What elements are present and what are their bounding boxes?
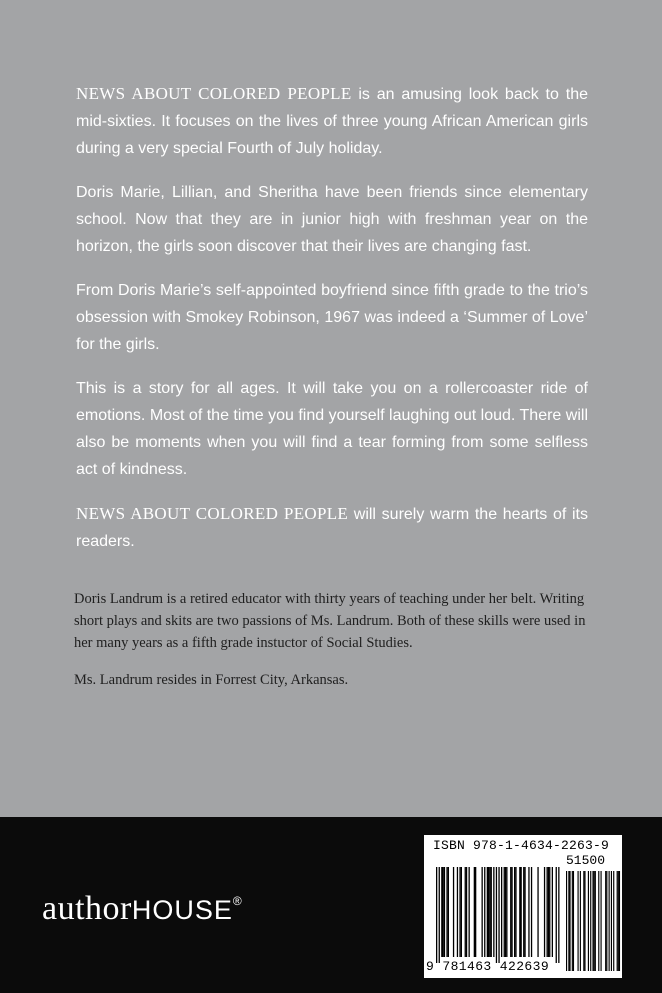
barcode-bar: [524, 867, 525, 957]
barcode-bar: [444, 867, 445, 957]
blurb-paragraph-2: Doris Marie, Lillian, and Sheritha have been friends since elementary school. Now that they are in junior high with freshman year on the horizon, the girls soon discover that their lives are changing fast.: [76, 184, 588, 255]
addon-bar: [578, 871, 579, 971]
addon-bar: [584, 871, 585, 971]
logo-text-lower: author: [42, 890, 132, 927]
barcode-bar: [474, 867, 475, 957]
barcode-bar: [484, 867, 485, 957]
isbn-label: ISBN 978-1-4634-2263-9: [433, 838, 610, 853]
addon-bar: [568, 871, 569, 971]
barcode-bar: [549, 867, 550, 957]
addon-bar: [605, 871, 606, 971]
book-blurb: [76, 80, 588, 572]
barcode-bar: [439, 867, 440, 963]
barcode-bar: [448, 867, 449, 957]
addon-bar: [613, 871, 614, 971]
barcode-bar: [441, 867, 442, 957]
addon-bar: [595, 871, 596, 971]
price-addon-bars: [566, 871, 620, 971]
blurb-text: is an amusing look back to the mid-sixties. It focuses on the lives of three young African American girls during a very special Fourth of July holiday.: [76, 86, 588, 157]
barcode-bar: [482, 867, 483, 957]
barcode-bar: [496, 867, 497, 963]
barcode-bar: [475, 867, 476, 957]
barcode-bar: [466, 867, 467, 957]
addon-bar: [617, 871, 618, 971]
blurb-title: NEWS ABOUT COLORED PEOPLE: [76, 504, 349, 523]
barcode-bar: [548, 867, 549, 957]
addon-bar: [609, 871, 610, 971]
addon-bar: [611, 871, 612, 971]
barcode-bar: [544, 867, 545, 957]
addon-bar: [588, 871, 589, 971]
barcode-bar: [491, 867, 492, 957]
blurb-text: will surely warm the hearts of its readers.: [76, 506, 588, 550]
barcode-bar: [558, 867, 559, 963]
barcode-bar: [537, 867, 538, 957]
barcode-bar: [519, 867, 520, 957]
ean-barcode-bars: [436, 867, 560, 963]
addon-bar: [606, 871, 607, 971]
barcode-bar: [446, 867, 447, 957]
barcode-bar: [510, 867, 511, 957]
blurb-paragraph-1: [76, 80, 588, 162]
barcode-bar: [504, 867, 505, 957]
barcode-bar: [457, 867, 458, 957]
barcode-bar: [453, 867, 454, 957]
addon-bar: [594, 871, 595, 971]
ean-number: 9 781463 422639: [426, 959, 550, 974]
registered-mark: ®: [232, 894, 242, 908]
author-bio-paragraph-1: Doris Landrum is a retired educator with thirty years of teaching under her belt. Writing short plays and skits are two passions of Ms. Landrum. Both of these skills were used in her many years as a fifth grade instuctor of Social Studies.: [74, 591, 586, 651]
addon-bar: [619, 871, 620, 971]
barcode-bar: [459, 867, 460, 957]
barcode-bar: [493, 867, 494, 957]
addon-bar: [583, 871, 584, 971]
author-bio-paragraph-2: Ms. Landrum resides in Forrest City, Arkansas.: [74, 672, 349, 688]
logo-text-upper: HOUSE: [131, 895, 233, 925]
barcode-box: [424, 835, 622, 978]
barcode-bar: [487, 867, 488, 957]
addon-bar: [572, 871, 573, 971]
barcode-bar: [511, 867, 512, 957]
blurb-paragraph-5: [76, 500, 588, 555]
barcode-bar: [531, 867, 532, 957]
barcode-bar: [465, 867, 466, 957]
price-code-label: 51500: [566, 853, 606, 868]
addon-bar: [569, 871, 570, 971]
blurb-title: NEWS ABOUT COLORED PEOPLE: [76, 84, 352, 103]
publisher-logo: [42, 890, 242, 928]
barcode-bar: [436, 867, 437, 963]
barcode-bar: [528, 867, 529, 957]
author-bio: [74, 588, 594, 706]
barcode-bar: [498, 867, 499, 963]
addon-bar: [566, 871, 567, 971]
addon-bar: [598, 871, 599, 971]
barcode-bar: [514, 867, 515, 957]
barcode-bar: [523, 867, 524, 957]
addon-bar: [601, 871, 602, 971]
barcode-bar: [505, 867, 506, 957]
addon-bar: [592, 871, 593, 971]
barcode-bar: [556, 867, 557, 963]
barcode-bar: [443, 867, 444, 957]
barcode-graphic: [424, 835, 622, 978]
blurb-paragraph-3: From Doris Marie’s self-appointed boyfriend since fifth grade to the trio’s obsession with Smokey Robinson, 1967 was indeed a ‘Summer of Love’ for the girls.: [76, 282, 588, 353]
barcode-bar: [521, 867, 522, 957]
barcode-bar: [488, 867, 489, 957]
addon-bar: [580, 871, 581, 971]
barcode-bar: [547, 867, 548, 957]
barcode-bar: [461, 867, 462, 957]
barcode-bar: [489, 867, 490, 957]
blurb-paragraph-4: This is a story for all ages. It will take you on a rollercoaster ride of emotions. Most of the time you find yourself laughing out loud. There will also be moments when you will find a tear forming from some selfless act of kindness.: [76, 380, 588, 478]
barcode-bar: [552, 867, 553, 957]
barcode-bar: [501, 867, 502, 957]
addon-bar: [618, 871, 619, 971]
barcode-bar: [469, 867, 470, 957]
barcode-bar: [506, 867, 507, 957]
addon-bar: [590, 871, 591, 971]
addon-bar: [573, 871, 574, 971]
barcode-bar: [515, 867, 516, 957]
